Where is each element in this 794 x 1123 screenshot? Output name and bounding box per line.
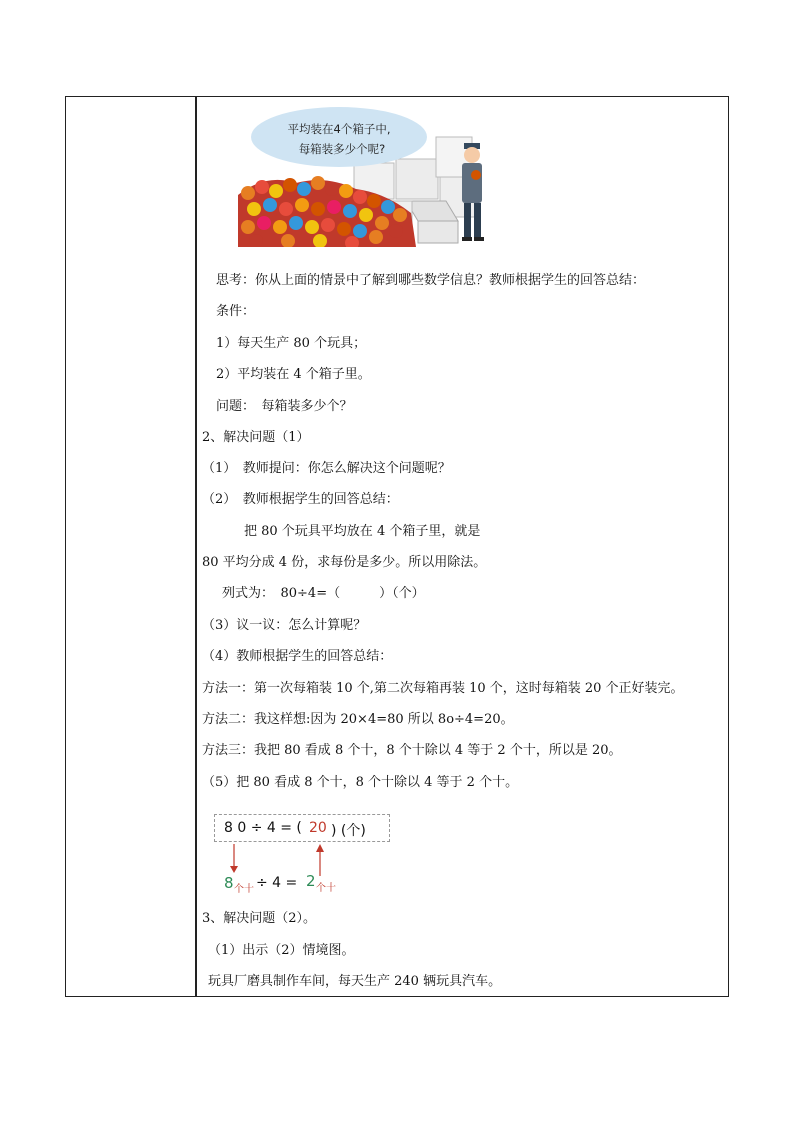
step-1: （1） 教师提问：你怎么解决这个问题呢？ [202, 461, 451, 476]
section-3-heading: 3、解决问题（2）。 [202, 911, 317, 926]
bottom-middle: ÷ 4 = [256, 875, 298, 891]
section-2-heading: 2、解决问题（1） [202, 430, 310, 445]
table-column-divider [195, 96, 197, 997]
step-4: （4）教师根据学生的回答总结： [202, 649, 393, 664]
worker-figure [462, 143, 484, 241]
bubble-line2: 每箱装多少个呢? [298, 142, 386, 156]
formula-line: 列式为： 80÷4=（ ）（个） [222, 586, 425, 601]
task-1: （1）出示（2）情境图。 [208, 943, 355, 958]
step-2-detail-b: 80 平均分成 4 份，求每份是多少。所以用除法。 [202, 555, 487, 570]
equation-arrows [220, 840, 340, 880]
method-3: 方法三：我把 80 看成 8 个十，8 个十除以 4 等于 2 个十，所以是 20。 [202, 743, 622, 758]
bottom-eight: 8 [224, 874, 234, 892]
method-1: 方法一：第一次每箱装 10 个,第二次每箱再装 10 个，这时每箱装 20 个正好装完。 [202, 681, 684, 696]
arrow-up-icon [316, 844, 324, 852]
speech-bubble [251, 107, 427, 167]
method-2: 方法二：我这样想:因为 20×4=80 所以 8o÷4=20。 [202, 712, 514, 727]
question-line: 问题： 每箱装多少个？ [216, 399, 353, 414]
step-3: （3）议一议：怎么计算呢？ [202, 618, 367, 633]
condition-2: 2）平均装在 4 个箱子里。 [216, 367, 371, 382]
task-2: 玩具厂磨具制作车间，每天生产 240 辆玩具汽车。 [208, 974, 502, 989]
equation-left: 8 0 ÷ 4 = ( [224, 820, 302, 836]
bubble-line1: 平均装在4个箱子中, [287, 122, 391, 136]
arrow-down-icon [230, 866, 238, 873]
step-2-detail-a: 把 80 个玩具平均放在 4 个箱子里，就是 [244, 524, 481, 539]
equation-answer: 20 [309, 820, 327, 836]
bottom-unit-tens-2: 个十 [316, 883, 336, 894]
think-prompt: 思考：你从上面的情景中了解到哪些数学信息？教师根据学生的回答总结： [216, 273, 646, 288]
condition-1: 1）每天生产 80 个玩具； [216, 336, 367, 351]
step-5: （5）把 80 看成 8 个十，8 个十除以 4 等于 2 个十。 [202, 775, 519, 790]
step-2: （2） 教师根据学生的回答总结： [202, 492, 399, 507]
bottom-two: 2 [306, 872, 316, 890]
equation-right: ) (个) [331, 823, 366, 839]
toy-factory-illustration [236, 103, 498, 247]
conditions-label: 条件： [216, 304, 256, 319]
bottom-unit-tens: 个十 [234, 884, 254, 895]
